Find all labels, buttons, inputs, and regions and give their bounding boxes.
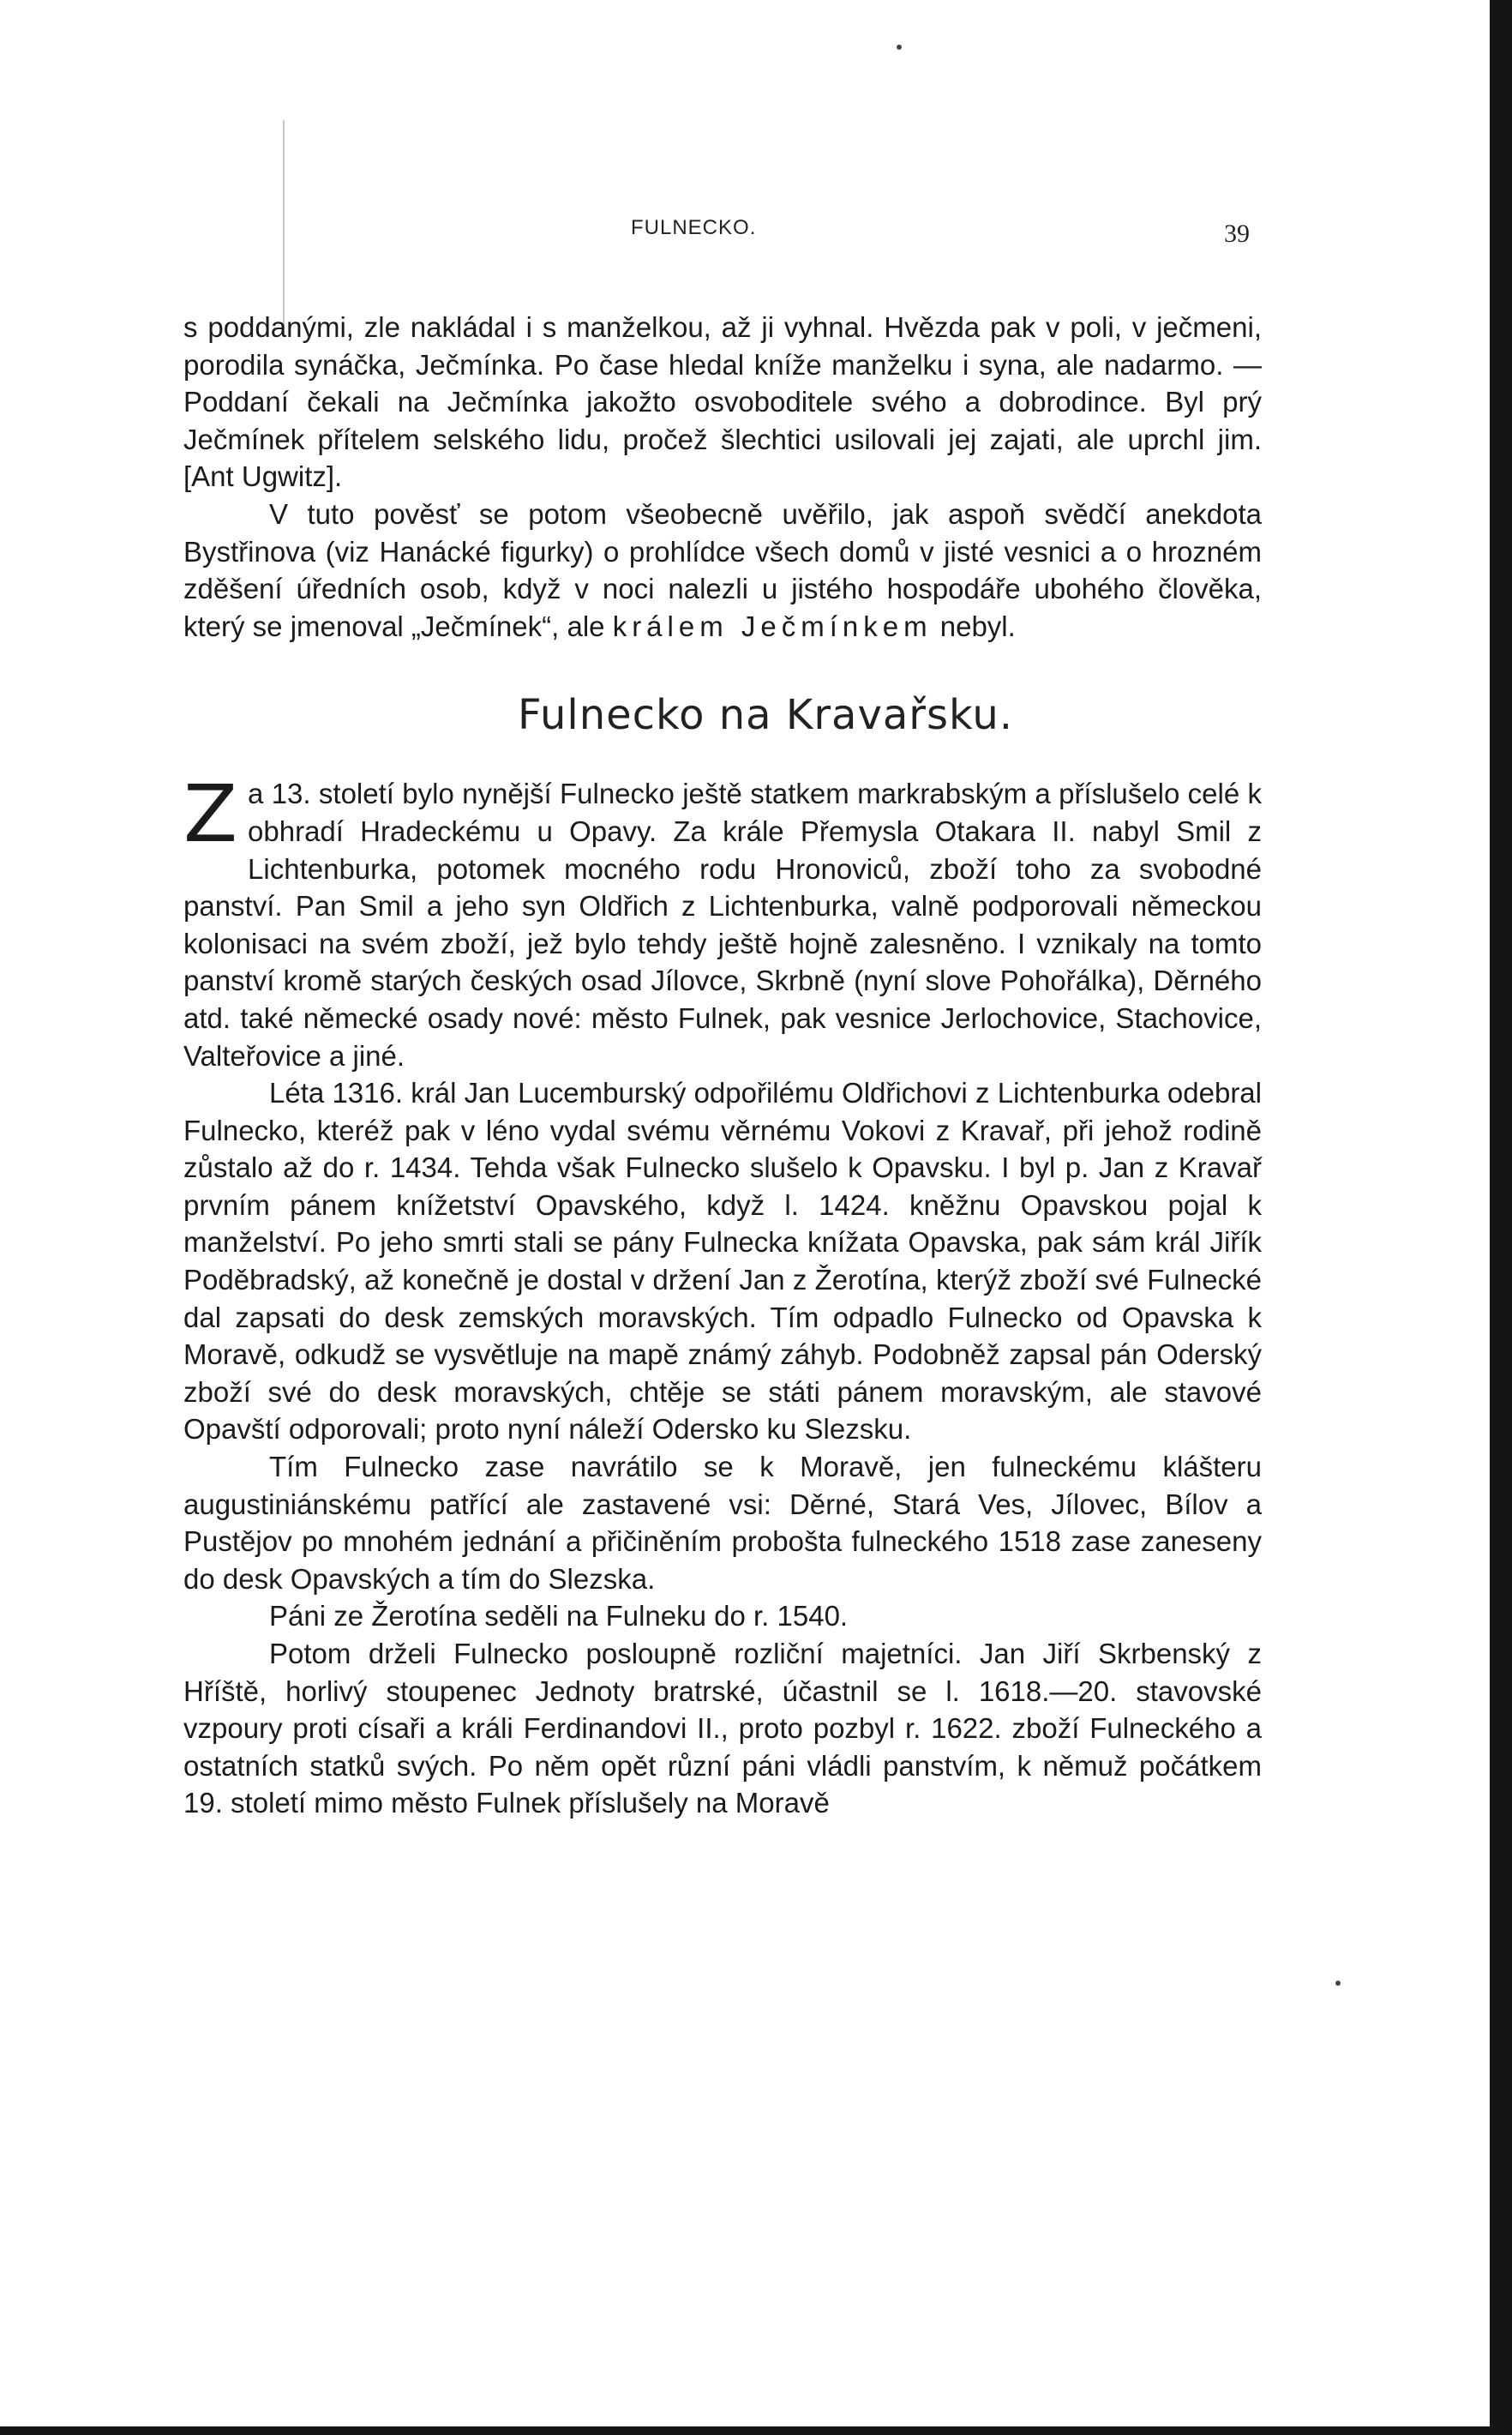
page-number: 39 [1224, 219, 1250, 248]
paragraph-anecdote-main: V tuto pověsť se potom všeobecně uvěřilo, jak aspoň svědčí anekdota Bystřinova (viz Hanácké figurky) o prohlídce všech domů v jisté vesnici a o hrozném zděšení úředních osob, když v noci nalezli u jistého hospodáře ubohého člověka, který se jmenoval „Ječmínek“, ale [183, 497, 1262, 642]
paragraph-zerotin: Páni ze Žerotína seděli na Fulneku do r. 1540. [269, 1600, 849, 1632]
ink-speck [897, 45, 902, 50]
drop-cap: Z [183, 768, 238, 861]
scan-edge-right [1490, 0, 1512, 2435]
running-header: FULNECKO. [631, 216, 757, 239]
body-text [183, 309, 1262, 1822]
paragraph-navratilo: Tím Fulnecko zase navrátilo se k Moravě, jen fulneckému klášteru augustiniánskému patřící ale zastavené vsi: Děrné, Stará Ves, Jílovec, Bílov a Pustějov po mnohém jednání a přičiněním probošta fulneckého 1518 zase zaneseny do desk Opavských a tím do Slezska. [183, 1451, 1262, 1595]
margin-fold-line [283, 120, 285, 334]
paragraph-intro: s poddanými, zle nakládal i s manželkou, až ji vyhnal. Hvězda pak v poli, v ječmeni, porodila synáčka, Ječmínka. Po čase hledal kníže manželku i syna, ale nadarmo. — Poddaní čekali na Ječmínka jakožto osvoboditele svého a dobrodince. Byl prý Ječmínek přítelem selského lidu, pročež šlechtici usilovali jej zajati, ale uprchl jim. [Ant Ugwitz]. [183, 311, 1262, 493]
section-first-paragraph [183, 768, 1262, 1074]
ink-speck [1335, 1981, 1341, 1986]
section-first-paragraph-text: a 13. století bylo nynější Fulnecko ještě statkem markrabským a příslušelo celé k obhradí Hradeckému u Opavy. Za krále Přemysla Otakara II. nabyl Smil z Lichtenburka, potomek mocného rodu Hronoviců, zboží toho za svobodné panství. Pan Smil a jeho syn Oldřich z Lichtenburka, valně podporovali německou kolonisaci na svém zboží, jež bylo tehdy ještě hojně zalesněno. I vznikaly na tomto panství kromě starých českých osad Jílovce, Skrbně (nyní slove Pohořálka), Děrného atd. také německé osady nové: město Fulnek, pak vesnice Jerlochovice, Stachovice, Valteřovice a jiné. [183, 778, 1262, 1072]
paragraph-anecdote [183, 496, 1262, 645]
spaced-emphasis: králem Ječmínkem [612, 610, 933, 642]
scan-edge-bottom [0, 2426, 1512, 2435]
section-heading: Fulnecko na Kravařsku. [517, 691, 1014, 740]
paragraph-anecdote-tail: nebyl. [939, 610, 1016, 642]
paragraph-majetnici: Potom drželi Fulnecko posloupně rozliční majetníci. Jan Jiří Skrbenský z Hříště, horlivý stoupenec Jednoty bratrské, účastnil se l. 1618.—20. stavovské vzpoury proti císaři a králi Ferdinandovi II., proto pozbyl r. 1622. zboží Fulneckého a ostatních statků svých. Po něm opět různí páni vládli panstvím, k němuž počátkem 19. století mimo město Fulnek příslušely na Moravě [183, 1638, 1262, 1819]
paragraph-1316: Léta 1316. král Jan Lucemburský odpořilému Oldřichovi z Lichtenburka odebral Fulnecko, kteréž pak v léno vydal svému věrnému Vokovi z Kravař, při jehož rodině zůstalo až do r. 1434. Tehda však Fulnecko slušelo k Opavsku. I byl p. Jan z Kravař prvním pánem knížetství Opavského, když l. 1424. kněžnu Opavskou pojal k manželství. Po jeho smrti stali se pány Fulnecka knížata Opavska, pak sám král Jiřík Poděbradský, až konečně je dostal v držení Jan z Žerotína, kterýž zboží své Fulnecké dal zapsati do desk zemských moravských. Tím odpadlo Fulnecko od Opavska k Moravě, odkudž se vysvětluje na mapě známý záhyb. Podobněž zapsal pán Oderský zboží své do desk moravských, chtěje se státi pánem moravským, ale stavové Opavští odporovali; proto nyní náleží Odersko ku Slezsku. [183, 1077, 1262, 1446]
